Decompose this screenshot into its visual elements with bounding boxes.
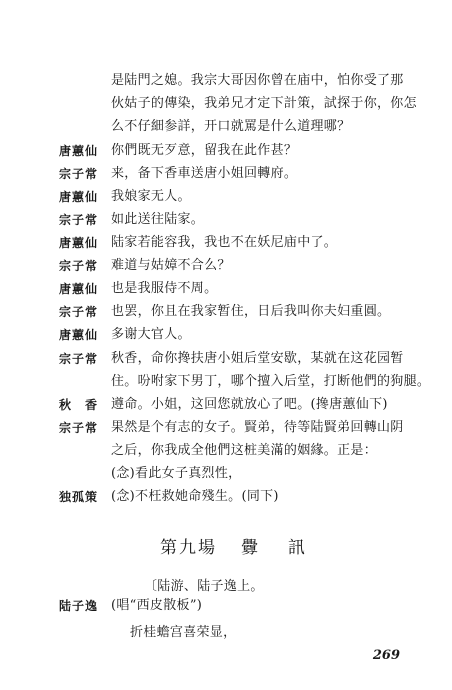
dialogue-text: (念)看此女子真烈性， <box>111 466 242 481</box>
speaker-name: 陆子逸 <box>59 599 99 613</box>
speaker-name: 宗子常 <box>59 213 99 227</box>
dialogue-text: 陆家若能容我，我也不在妖尼庙中了。 <box>111 235 338 250</box>
dialogue-text: 住。吩咐家下男丁，哪个擅入后堂，打断他們的狗腿。 <box>111 374 431 389</box>
dialogue-text: 伙姑子的傳染，我弟兄才定下計策，試探于你，你怎 <box>111 96 417 111</box>
dialogue-text: 秋香，命你搀扶唐小姐后堂安歇，某就在这花园暂 <box>111 351 404 366</box>
speaker-name: 宗子常 <box>59 352 99 366</box>
scene-title-char: 釁 <box>241 538 260 558</box>
dialogue-text: 遵命。小姐，这回您就放心了吧。(搀唐蕙仙下) <box>111 397 388 412</box>
dialogue-text: 果然是个有志的女子。賢弟，待等陆賢弟回轉山阴 <box>111 420 404 435</box>
scene-heading <box>160 533 307 558</box>
speaker-name: 唐蕙仙 <box>59 144 99 158</box>
dialogue-text: 么不仔細参詳，开口就罵是什么道理哪？ <box>111 119 351 134</box>
speaker-name: 唐蕙仙 <box>59 328 99 342</box>
dialogue-text: (唱“西皮散板”) <box>111 598 203 613</box>
scene-number: 第九場 <box>160 538 217 558</box>
dialogue-text: 也罢，你且在我家暂住，日后我叫你夫妇重圓。 <box>111 304 391 319</box>
speaker-name: 唐蕙仙 <box>59 236 99 250</box>
speaker-name: 唐蕙仙 <box>59 282 99 296</box>
dialogue-text: 来，备下香車送唐小姐回轉府。 <box>111 166 298 181</box>
speaker-name: 宗子常 <box>59 305 99 319</box>
dialogue-text: 我娘家无人。 <box>111 189 191 204</box>
stage-direction: 〔陆游、陆子逸上。 <box>144 579 264 594</box>
dialogue-text: 多谢大官人。 <box>111 327 191 342</box>
speaker-name: 宗子常 <box>59 259 99 273</box>
page-number: 269 <box>372 648 400 663</box>
dialogue-text: 你們既无歹意，留我在此作甚？ <box>111 143 298 158</box>
dialogue-text: 难道与姑嫜不合么？ <box>111 258 231 273</box>
dialogue-text: 也是我服侍不周。 <box>111 281 218 296</box>
verse-line: 折桂蟾宫喜荣显， <box>130 625 237 640</box>
dialogue-text: 如此送往陆家。 <box>111 212 205 227</box>
speaker-name: 独孤策 <box>59 490 99 504</box>
speaker-name: 秋 香 <box>59 398 99 412</box>
speaker-name: 宗子常 <box>59 421 99 435</box>
speaker-name: 宗子常 <box>59 167 99 181</box>
speaker-name: 唐蕙仙 <box>59 190 99 204</box>
scene-title-char: 訊 <box>288 538 307 558</box>
dialogue-text: 之后，你我成全他們这桩美滿的姻緣。正是： <box>111 443 378 458</box>
dialogue-text: 是陆門之媳。我宗大哥因你曾在庙中，怕你受了那 <box>111 73 404 88</box>
dialogue-text: (念)不枉救她命殘生。(同下) <box>111 489 279 504</box>
